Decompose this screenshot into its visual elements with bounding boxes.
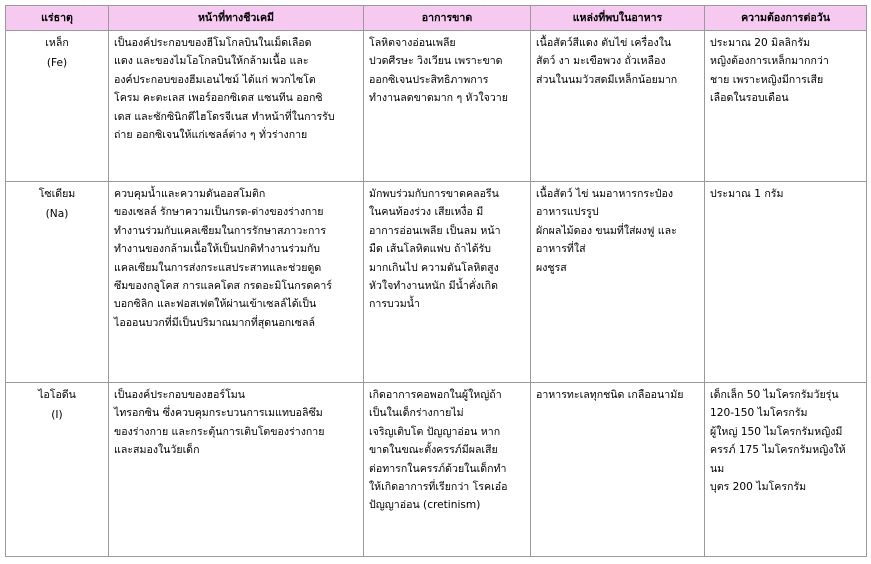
cell-daily-need xyxy=(705,182,867,383)
header-deficiency-symptoms: อาการขาด xyxy=(364,6,531,31)
cell-mineral xyxy=(6,31,109,182)
text-line: หัวใจทำงานหนัก มีน้ำคั่งเกิด xyxy=(369,280,498,293)
text-line: อาหารแปรรูป xyxy=(536,206,599,219)
text-line: เป็นองค์ประกอบของฮีโมโกลบินในเม็ดเลือด xyxy=(114,37,312,49)
text-line: เนื้อสัตว์สีแดง ตับไข่ เครื่องใน xyxy=(536,37,672,49)
cell-deficiency xyxy=(364,182,531,383)
text-line: ในคนท้องร่วง เสียเหงื่อ มี xyxy=(369,206,484,219)
minerals-table-container xyxy=(5,5,866,557)
cell-mineral xyxy=(6,182,109,383)
mineral-symbol: (I) xyxy=(51,409,63,422)
header-daily-requirement: ความต้องการต่อวัน xyxy=(705,6,867,31)
mineral-name: ไอโอดีน xyxy=(38,389,76,401)
text-line: การบวมน้ำ xyxy=(369,298,420,311)
cell-mineral xyxy=(6,383,109,557)
table-header-row xyxy=(6,6,867,31)
text-line: มากเกินไป ความดันโลหิตสูง xyxy=(369,261,499,274)
text-line: เด็กเล็ก 50 ไมโครกรัมวัยรุ่น xyxy=(710,389,839,401)
header-food-sources: แหล่งที่พบในอาหาร xyxy=(531,6,705,31)
text-line: ทำงานร่วมกับแคลเซียมในการรักษาสภาวะการ xyxy=(114,224,327,237)
text-line: มืด เส้นโลหิตแฟบ ถ้าได้รับ xyxy=(369,243,492,256)
cell-daily-need xyxy=(705,383,867,557)
text-line: บอกซิลิก และฟอสเฟตให้ผ่านเข้าเซลล์ได้เป็น xyxy=(114,298,317,311)
text-line: ชาย เพราะหญิงมีการเสีย xyxy=(710,73,824,86)
text-line: ขาดในขณะตั้งครรภ์มีผลเสีย xyxy=(369,444,498,457)
text-line: ต่อทารกในครรภ์ด้วยในเด็กทำ xyxy=(369,462,507,475)
text-line: อาการอ่อนเพลีย เป็นลม หน้า xyxy=(369,224,501,237)
text-line: โครม คะตะเลส เพอร์ออกซิเดส แซนทีน ออกซิ xyxy=(114,92,323,105)
text-line: เดส และซักซินิกดีไฮโดรจีเนส ทำหน้าที่ในการรับ xyxy=(114,110,335,123)
text-line: ถ่าย ออกซิเจนให้แก่เซลล์ต่าง ๆ ทั่วร่างกาย xyxy=(114,129,308,142)
text-line: ประมาณ 20 มิลลิกรัม xyxy=(710,37,811,49)
text-line: 120-150 ไมโครกรัม xyxy=(710,407,808,420)
text-line: ปวดศีรษะ วิงเวียน เพราะขาด xyxy=(369,55,503,68)
text-line: ทำงานลดขาดมาก ๆ หัวใจวาย xyxy=(369,92,508,105)
table-row-sodium xyxy=(6,182,867,383)
text-line: ของเซลล์ รักษาความเป็นกรด-ด่างของร่างกาย xyxy=(114,206,324,219)
text-line: อาหารทะเลทุกชนิด เกลืออนามัย xyxy=(536,389,684,401)
header-mineral: แร่ธาตุ xyxy=(6,6,109,31)
cell-function xyxy=(109,31,364,182)
text-line: แคลเซียมในการส่งกระแสประสาทและช่วยดูด xyxy=(114,261,322,274)
text-line: หญิงต้องการเหล็กมากกว่า xyxy=(710,55,829,68)
mineral-symbol: (Fe) xyxy=(46,57,68,70)
text-line: เป็นองค์ประกอบของฮอร์โมน xyxy=(114,389,246,401)
cell-daily-need xyxy=(705,31,867,182)
text-line: ผงชูรส xyxy=(536,261,567,274)
text-line: นม xyxy=(710,462,725,475)
text-line: โลหิตจางอ่อนเพลีย xyxy=(369,37,456,49)
text-line: บุตร 200 ไมโครกรัม xyxy=(710,481,807,494)
text-line: ผักผลไม้ดอง ขนมที่ใส่ผงฟู และ xyxy=(536,224,677,237)
text-line: ของร่างกาย และกระตุ้นการเติบโตของร่างกาย xyxy=(114,425,325,438)
text-line: เจริญเติบโต ปัญญาอ่อน หาก xyxy=(369,425,501,438)
text-line: ประมาณ 1 กรัม xyxy=(710,188,784,200)
mineral-symbol: (Na) xyxy=(45,208,69,221)
cell-sources xyxy=(531,182,705,383)
cell-function xyxy=(109,383,364,557)
text-line: ครรภ์ 175 ไมโครกรัมหญิงให้ xyxy=(710,444,846,457)
text-line: ปัญญาอ่อน (cretinism) xyxy=(369,499,481,512)
mineral-name: เหล็ก xyxy=(45,37,69,49)
text-line: ควบคุมน้ำและความดันออสโมติก xyxy=(114,188,266,200)
cell-deficiency xyxy=(364,383,531,557)
cell-sources xyxy=(531,383,705,557)
text-line: เลือดในรอบเดือน xyxy=(710,92,789,105)
text-line: ออกซิเจนประสิทธิภาพการ xyxy=(369,73,489,86)
text-line: ส่วนในนมวัวสดมีเหล็กน้อยมาก xyxy=(536,73,678,86)
cell-sources xyxy=(531,31,705,182)
text-line: เกิดอาการคอพอกในผู้ใหญ่ถ้า xyxy=(369,389,502,401)
cell-function xyxy=(109,182,364,383)
text-line: ทำงานของกล้ามเนื้อให้เป็นปกติทำงานร่วมกับ xyxy=(114,243,320,256)
text-line: สัตว์ งา มะเขือพวง ถั่วเหลือง xyxy=(536,55,666,68)
header-biochemical-function: หน้าที่ทางชีวเคมี xyxy=(109,6,364,31)
text-line: เป็นในเด็กร่างกายไม่ xyxy=(369,407,464,420)
text-line: มักพบร่วมกับการขาดคลอรีน xyxy=(369,188,499,200)
text-line: ไทรอกซิน ซึ่งควบคุมกระบวนการเมแทบอลิซึม xyxy=(114,407,323,420)
text-line: ซึมของกลูโคส การแลคโตส กรดอะมิโนกรดคาร์ xyxy=(114,280,332,293)
table-row-iodine xyxy=(6,383,867,557)
text-line: แดง และของไมโอโกลบินให้กล้ามเนื้อ และ xyxy=(114,55,309,68)
text-line: ผู้ใหญ่ 150 ไมโครกรัมหญิงมี xyxy=(710,425,843,438)
minerals-table xyxy=(5,5,867,557)
table-row-iron xyxy=(6,31,867,182)
text-line: องค์ประกอบของฮีมเอนไซม์ ได้แก่ พวกไซโต xyxy=(114,73,316,86)
text-line: ให้เกิดอาการที่เรียกว่า โรคเอ๋อ xyxy=(369,481,508,494)
cell-deficiency xyxy=(364,31,531,182)
text-line: ไอออนบวกที่มีเป็นปริมาณมากที่สุดนอกเซลล์ xyxy=(114,316,315,329)
text-line: เนื้อสัตว์ ไข่ นมอาหารกระป๋อง xyxy=(536,188,674,200)
text-line: อาหารที่ใส่ xyxy=(536,243,586,256)
mineral-name: โซเดียม xyxy=(38,188,76,200)
text-line: และสมองในวัยเด็ก xyxy=(114,444,200,457)
